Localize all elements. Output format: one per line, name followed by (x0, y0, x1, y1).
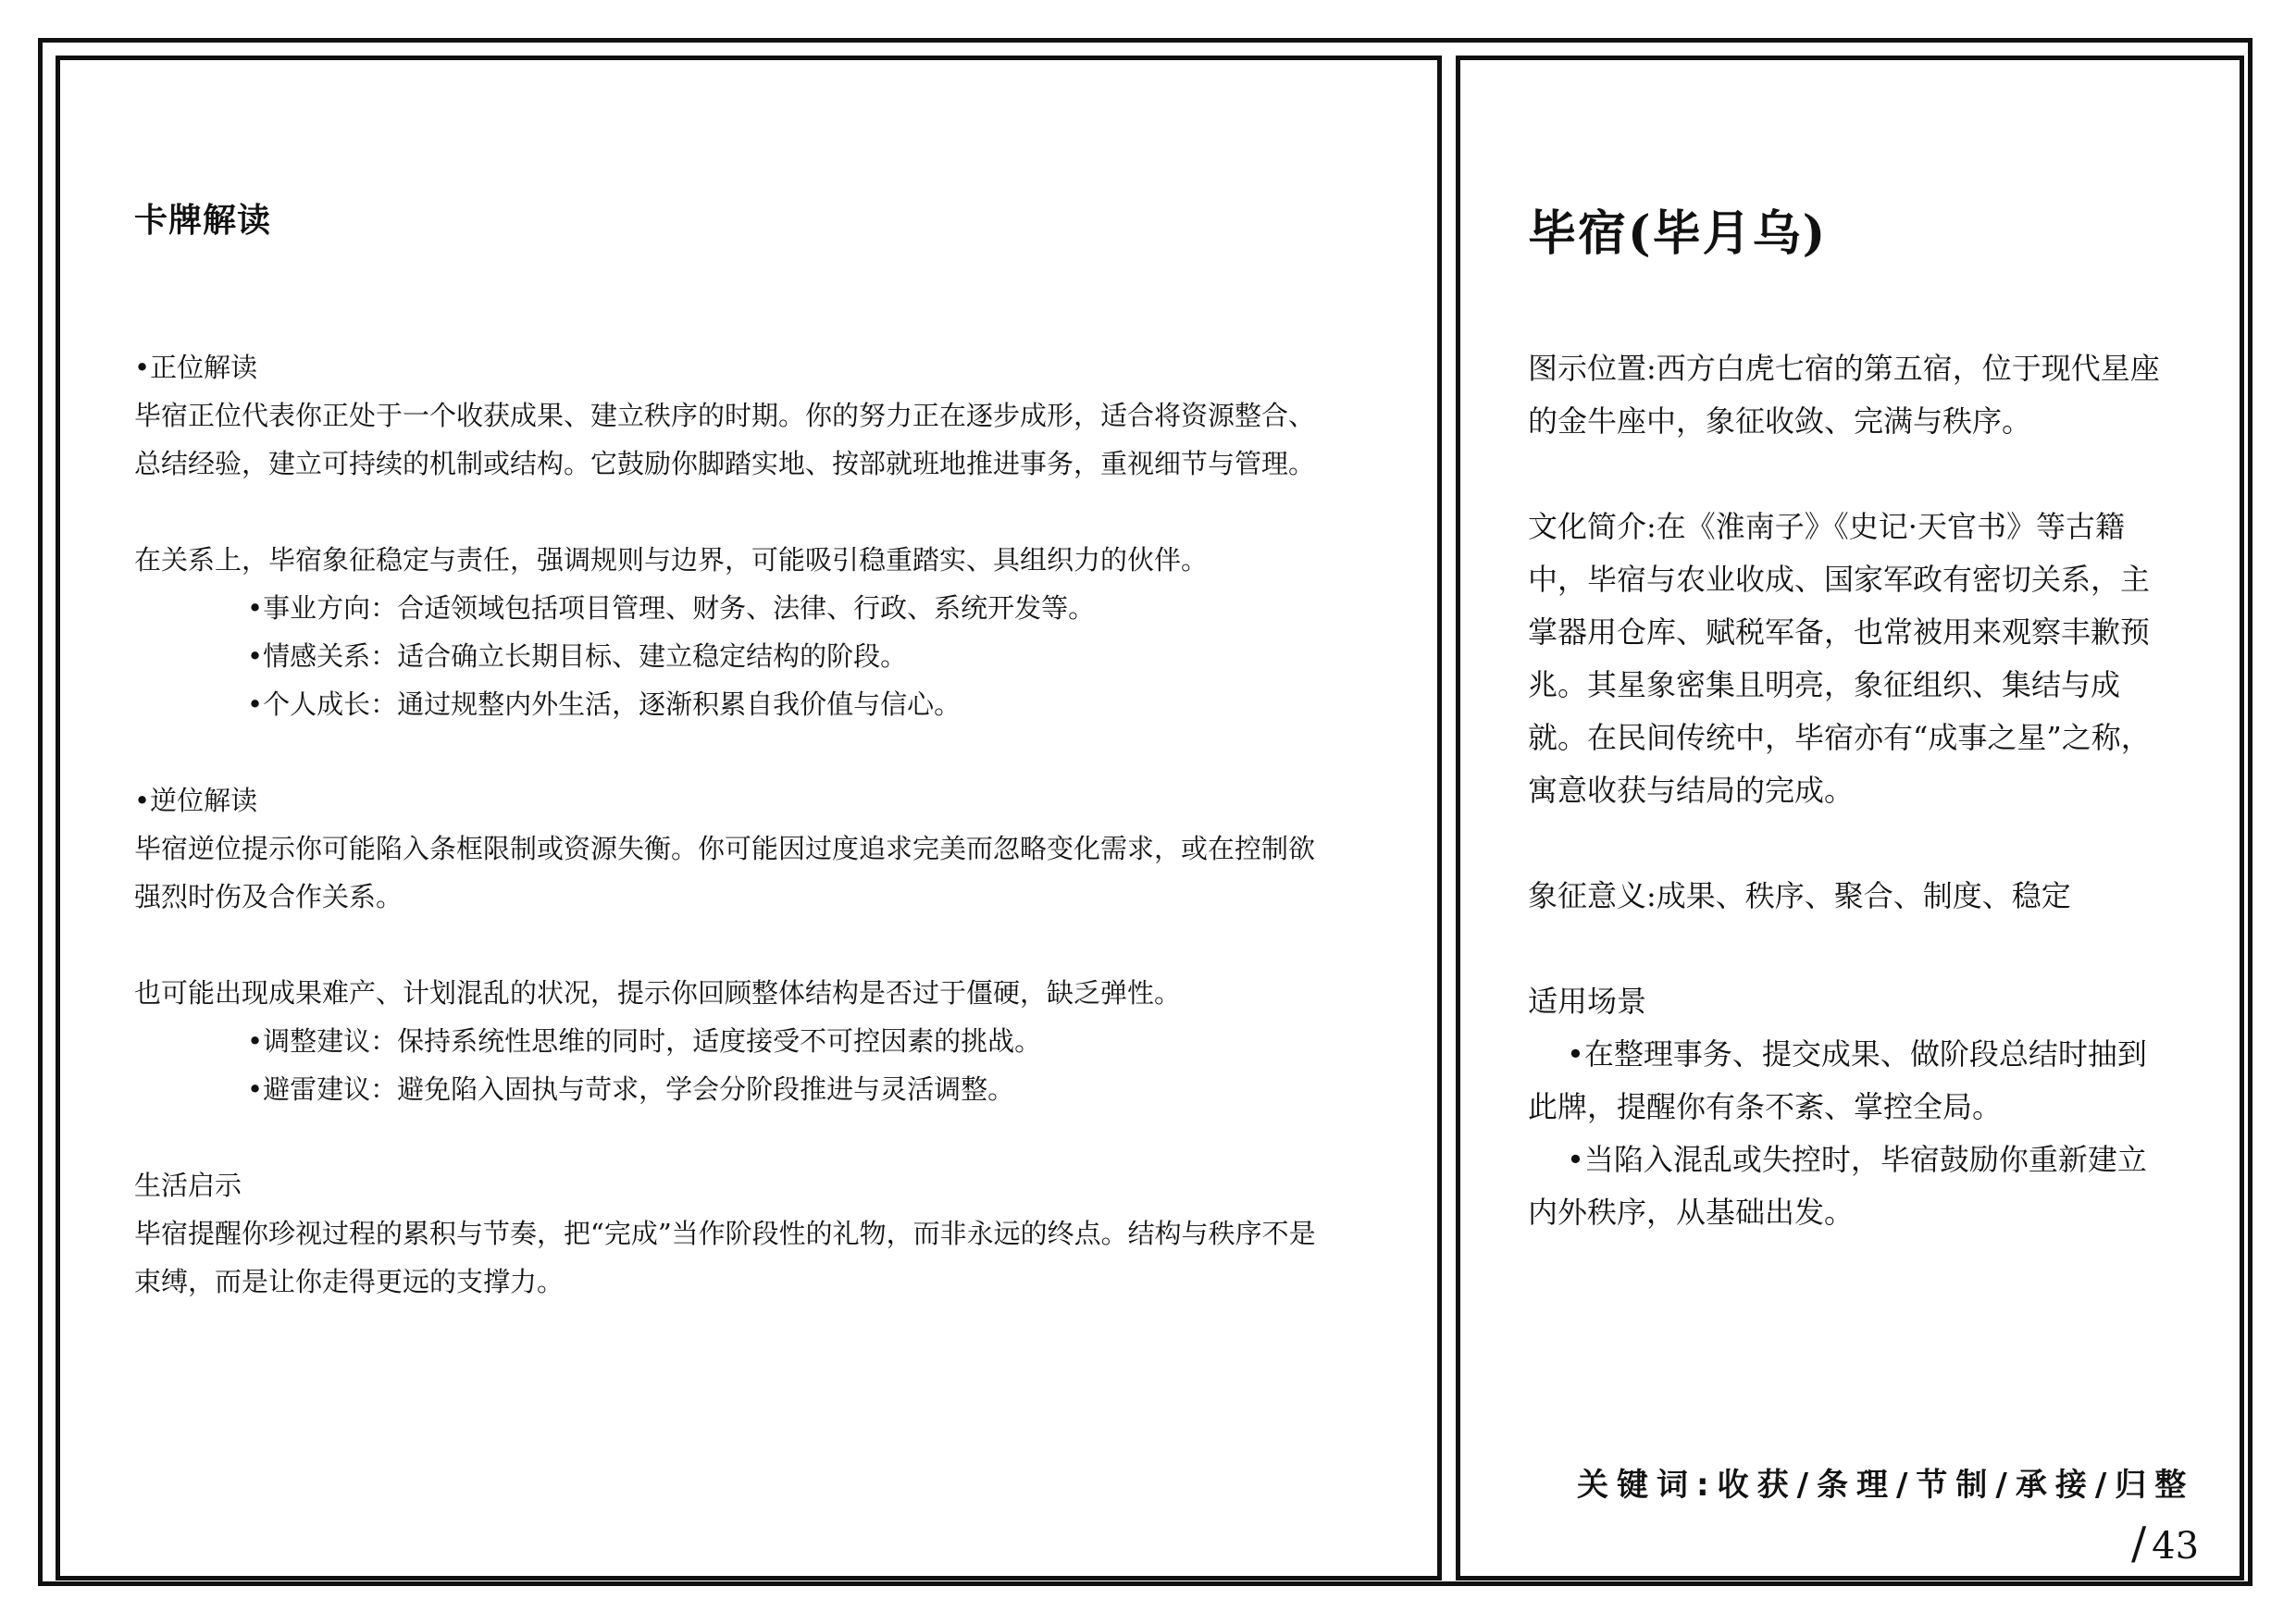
mansion-info-content (1528, 194, 2176, 1239)
culture-paragraph: 文化简介:在《淮南子》《史记·天官书》等古籍中，毕宿与农业收成、国家军政有密切关系，主掌器用仓库、赋税军备，也常被用来观察丰歉预兆。其星象密集且明亮，象征组织、集结与成就。在民间传统中，毕宿亦有“成事之星”之称，寓意收获与结局的完成。 (1528, 509, 2151, 808)
reverse-bullet-adjust: •调整建议：保持系统性思维的同时，适度接受不可控因素的挑战。 (247, 1025, 1042, 1057)
upright-bullet-relationship: •情感关系：适合确立长期目标、建立稳定结构的阶段。 (247, 640, 908, 672)
position-paragraph: 图示位置:西方白虎七宿的第五宿，位于现代星座的金牛座中，象征收敛、完满与秩序。 (1528, 351, 2160, 439)
life-paragraph: 毕宿提醒你珍视过程的累积与节奏，把“完成”当作阶段性的礼物，而非永远的终点。结构与秩序不是束缚，而是让你走得更远的支撑力。 (134, 1218, 1316, 1297)
upright-paragraph: 毕宿正位代表你正处于一个收获成果、建立秩序的时期。你的努力正在逐步成形，适合将资源整合、总结经验，建立可持续的机制或结构。它鼓励你脚踏实地、按部就班地推进事务，重视细节与管理。 (134, 400, 1316, 479)
upright-relationship-paragraph: 在关系上，毕宿象征稳定与责任，强调规则与边界，可能吸引稳重踏实、具组织力的伙伴。 (134, 544, 1209, 576)
card-reading-panel (56, 56, 1442, 1581)
card-reading-content (134, 194, 1319, 1306)
upright-heading: •正位解读 (134, 352, 258, 383)
reverse-heading: •逆位解读 (134, 785, 258, 816)
page-slash: / (2131, 1518, 2147, 1569)
reverse-structure-paragraph: 也可能出现成果难产、计划混乱的状况，提示你回顾整体结构是否过于僵硬，缺乏弹性。 (134, 977, 1182, 1009)
section-title: 卡牌解读 (134, 202, 272, 240)
scene-heading: 适用场景 (1528, 984, 1647, 1019)
keywords-line: 关键词:收获/条理/节制/承接/归整 (1577, 1467, 2195, 1504)
mansion-info-panel (1456, 56, 2244, 1581)
scene-bullet-rebuild: •当陷入混乱或失控时，毕宿鼓励你重新建立内外秩序，从基础出发。 (1528, 1142, 2147, 1230)
upright-bullet-growth: •个人成长：通过规整内外生活，逐渐积累自我价值与信心。 (247, 688, 962, 720)
reverse-bullet-avoid: •避雷建议：避免陷入固执与苛求，学会分阶段推进与灵活调整。 (247, 1073, 1015, 1105)
page-number (2131, 1518, 2199, 1569)
reverse-paragraph: 毕宿逆位提示你可能陷入条框限制或资源失衡。你可能因过度追求完美而忽略变化需求，或在控制欲强烈时伤及合作关系。 (134, 833, 1316, 912)
scene-bullet-organize: •在整理事务、提交成果、做阶段总结时抽到此牌，提醒你有条不紊、掌控全局。 (1528, 1036, 2147, 1124)
meaning-line: 象征意义:成果、秩序、聚合、制度、稳定 (1528, 878, 2071, 913)
life-heading: 生活启示 (134, 1170, 242, 1201)
mansion-title: 毕宿(毕月乌) (1528, 205, 1828, 262)
page-number-value: 43 (2152, 1525, 2200, 1568)
upright-bullet-career: •事业方向：合适领域包括项目管理、财务、法律、行政、系统开发等。 (247, 592, 1096, 624)
